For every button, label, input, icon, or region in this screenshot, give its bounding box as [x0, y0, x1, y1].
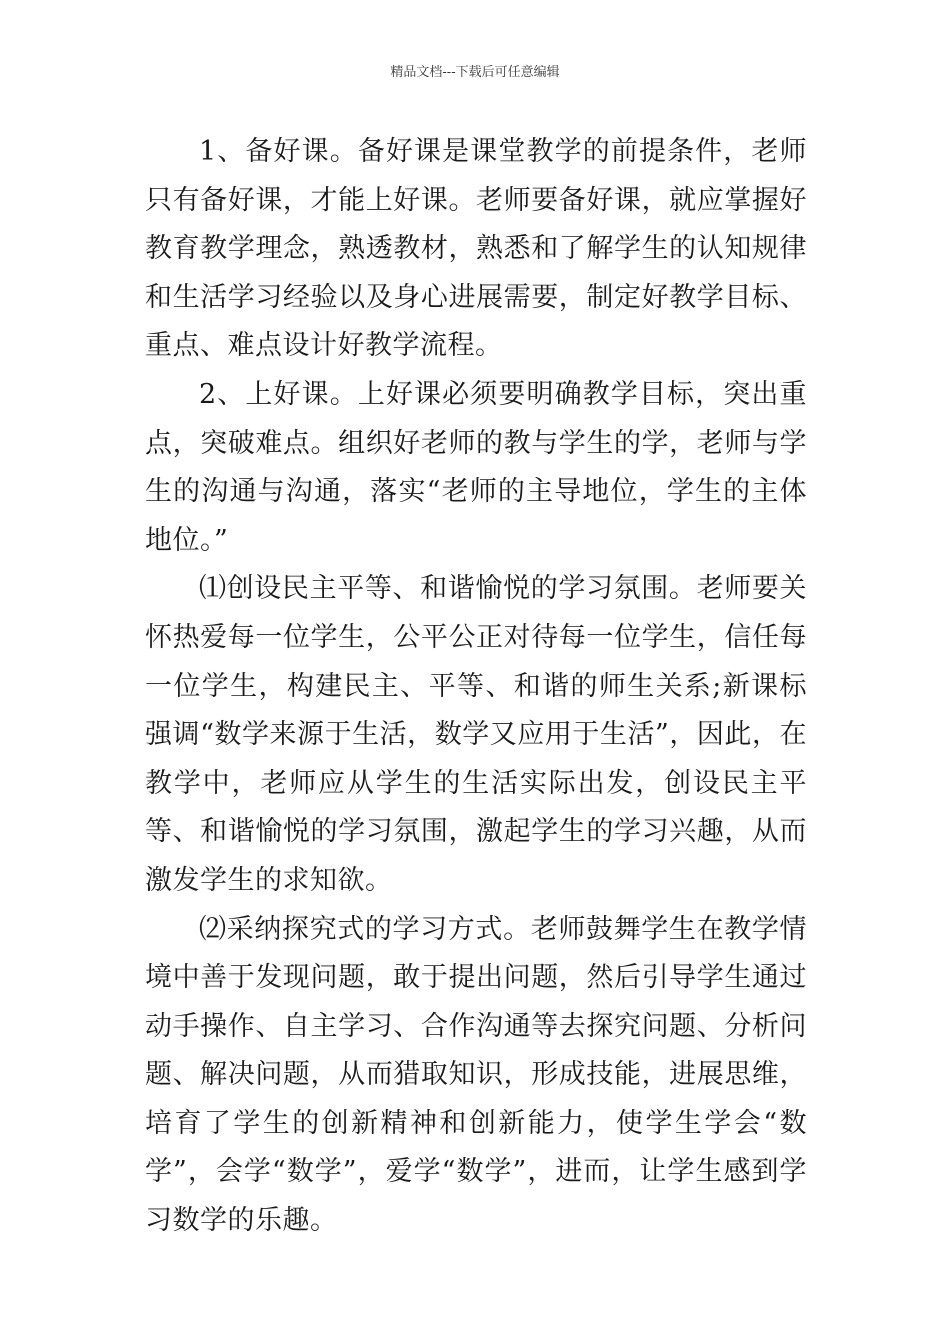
page-header: 精品文档---下载后可任意编辑 [390, 65, 560, 80]
paragraph-atmosphere: ⑴创设民主平等、和谐愉悦的学习氛围。老师要关怀热爱每一位学生，公平公正对待每一位学生，信任每一位学生，构建民主、平等、和谐的师生关系;新课标强调“数学来源于生活，数学又应用于生活”，因此，在教学中，老师应从学生的生活实际出发，创设民主平等、和谐愉悦的学习氛围，激起学生的学习兴趣，从而激发学生的求知欲。 [145, 573, 807, 896]
paragraph-teach-lessons: 2、上好课。上好课必须要明确教学目标，突出重点，突破难点。组织好老师的教与学生的学，老师与学生的沟通与沟通，落实“老师的主导地位，学生的主体地位。” [145, 378, 807, 556]
paragraph-prepare-lessons: 1、备好课。备好课是课堂教学的前提条件，老师只有备好课，才能上好课。老师要备好课，就应掌握好教育教学理念，熟透教材，熟悉和了解学生的认知规律和生活学习经验以及身心进展需要，制定好教学目标、重点、难点设计好教学流程。 [145, 136, 807, 362]
paragraph-inquiry-learning: ⑵采纳探究式的学习方式。老师鼓舞学生在教学情境中善于发现问题，敢于提出问题，然后引导学生通过动手操作、自主学习、合作沟通等去探究问题、分析问题、解决问题，从而猎取知识，形成技能，进展思维，培育了学生的创新精神和创新能力，使学生学会“数学”，会学“数学”，爱学“数学”，进而，让学生感到学习数学的乐趣。 [145, 913, 807, 1237]
document-body [145, 128, 807, 1246]
